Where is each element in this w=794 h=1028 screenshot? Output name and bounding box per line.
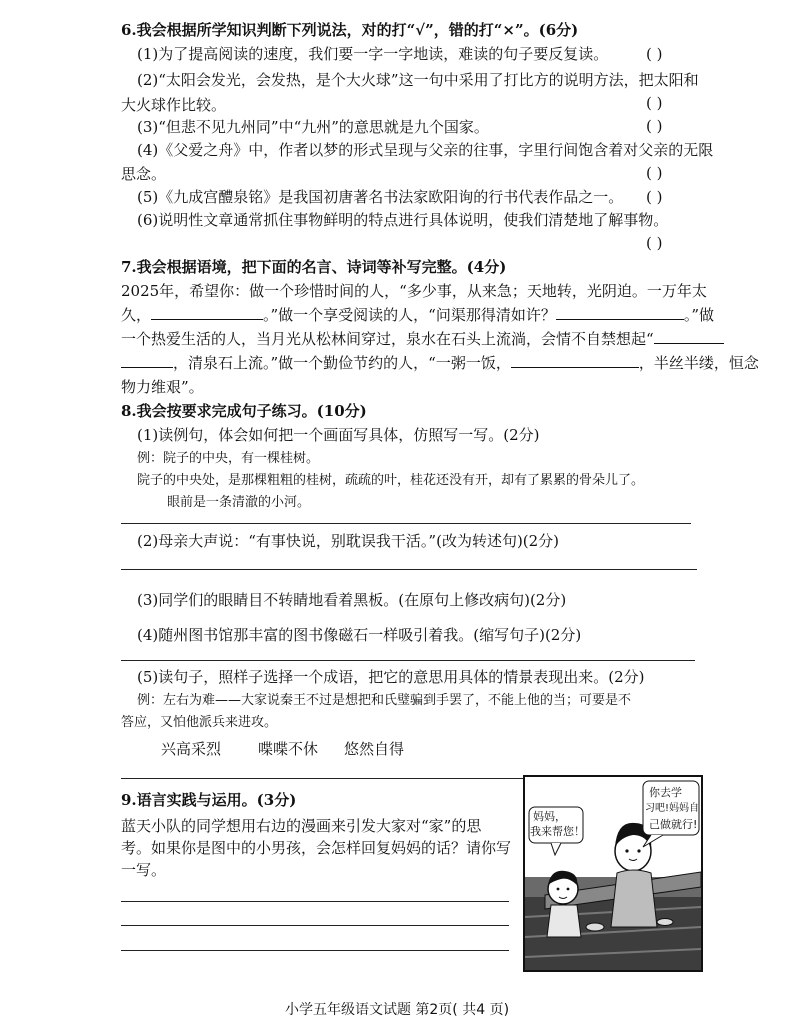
q9-answer-line-3[interactable] [121, 950, 509, 951]
q7-line-1: 2025年，希望你：做一个珍惜时间的人，“多少事，从来急；天地转，光阴迫。一万年太 [121, 282, 707, 300]
q7-blank-1[interactable] [151, 305, 263, 320]
q9-title: 9.语言实践与运用。(3分) [121, 791, 297, 809]
comic-mom-line-2: 习吧!妈妈自 [645, 803, 700, 814]
q7-line-2-a: 久， [121, 306, 152, 324]
q6-answer-4[interactable]: ( ) [646, 164, 663, 182]
q8-sub-1-example-2: 院子的中央处，是那棵粗粗的桂树，疏疏的叶，桂花还没有开，却有了累累的骨朵儿了。 [137, 473, 645, 488]
q8-sub-1-example-1: 例：院子的中央，有一棵桂树。 [137, 451, 320, 466]
q8-sub-1-prompt: 眼前是一条清澈的小河。 [167, 495, 311, 510]
q6-item-6: (6)说明性文章通常抓住事物鲜明的特点进行具体说明，使我们清楚地了解事物。 [137, 211, 669, 229]
q6-item-1: (1)为了提高阅读的速度，我们要一字一字地读，难读的句子要反复读。 [137, 45, 609, 63]
q7-line-2-b: 。”做一个享受阅读的人，“问渠那得清如许？ [263, 306, 556, 324]
q6-answer-3[interactable]: ( ) [646, 117, 663, 135]
comic-illustration [523, 775, 703, 972]
q8-answer-line-4[interactable] [121, 660, 695, 661]
q6-item-2-cont: 大火球作比较。 [121, 96, 227, 114]
q8-sub-1: (1)读例句，体会如何把一个画面写具体，仿照写一写。(2分) [137, 426, 540, 444]
q7-blank-3b[interactable] [121, 353, 173, 368]
q6-answer-2[interactable]: ( ) [646, 94, 663, 112]
q6-item-3: (3)“但悲不见九州同”中“九州”的意思就是九个国家。 [137, 118, 489, 136]
q8-sub-4: (4)随州图书馆那丰富的图书像磁石一样吸引着我。(缩写句子)(2分) [137, 626, 582, 644]
q9-line-1: 蓝天小队的同学想用右边的漫画来引发大家对“家”的思 [121, 817, 482, 835]
comic-mom-line-3: 己做就行! [649, 818, 698, 831]
q7-line-3 [121, 329, 724, 349]
q8-sub-2: (2)母亲大声说：“有事快说，别耽误我干活。”(改为转述句)(2分) [137, 532, 560, 550]
q6-answer-6[interactable]: ( ) [646, 234, 663, 252]
q7-line-2-c: 。”做 [683, 306, 715, 324]
page-footer: 小学五年级语文试题 第2页( 共4 页) [284, 1002, 510, 1018]
q9-answer-line-2[interactable] [121, 925, 509, 926]
comic-boy-line-2: 我来帮您！ [530, 825, 585, 838]
q8-sub-5-example-2: 答应，又怕他派兵来进攻。 [121, 715, 278, 730]
q6-item-4-cont: 思念。 [121, 165, 167, 183]
q8-sub-5-example-1: 例：左右为难——大家说秦王不过是想把和氏璧骗到手罢了，不能上他的当；可要是不 [137, 693, 632, 708]
q6-answer-1[interactable]: ( ) [646, 45, 663, 63]
q9-line-2: 考。如果你是图中的小男孩，会怎样回复妈妈的话？请你写 [121, 839, 512, 857]
q9-answer-line-1[interactable] [121, 901, 509, 902]
q6-item-4: (4)《父爱之舟》中，作者以梦的形式呈现与父亲的往事，字里行间饱含着对父亲的无限 [137, 141, 714, 159]
q8-idiom-3: 悠然自得 [344, 740, 405, 758]
q8-idiom-2: 喋喋不休 [258, 740, 319, 758]
q7-blank-3a[interactable] [654, 329, 724, 344]
q7-line-4 [121, 353, 759, 373]
q7-blank-2[interactable] [556, 305, 684, 320]
q7-line-4-a: ，清泉石上流。”做一个勤俭节约的人，“一粥一饭， [173, 354, 511, 372]
q8-sub-5: (5)读句子，照样子选择一个成语，把它的意思用具体的情景表现出来。(2分) [137, 668, 645, 686]
q8-title: 8.我会按要求完成句子练习。(10分) [121, 402, 367, 420]
comic-mom-line-1: 你去学 [649, 786, 682, 799]
q8-answer-line-1[interactable] [121, 523, 691, 524]
q8-sub-3: (3)同学们的眼睛目不转睛地看着黑板。(在原句上修改病句)(2分) [137, 591, 567, 609]
q6-item-2: (2)“太阳会发光，会发热，是个大火球”这一句中采用了打比方的说明方法，把太阳和 [137, 71, 699, 89]
q6-item-5: (5)《九成宫醴泉铭》是我国初唐著名书法家欧阳询的行书代表作品之一。 [137, 188, 624, 206]
comic-boy-line-1: 妈妈， [533, 810, 566, 823]
q7-line-5: 物力维艰”。 [121, 378, 204, 396]
q9-line-3: 一写。 [121, 861, 167, 879]
q6-answer-5[interactable]: ( ) [646, 188, 663, 206]
q7-line-3-a: 一个热爱生活的人，当月光从松林间穿过，泉水在石头上流淌，会情不自禁想起“ [121, 330, 654, 348]
q6-title: 6.我会根据所学知识判断下列说法，对的打“√”，错的打“×”。(6分) [121, 21, 579, 39]
q8-answer-line-2[interactable] [121, 569, 697, 570]
q7-blank-4[interactable] [511, 353, 639, 368]
q8-idiom-1: 兴高采烈 [161, 740, 222, 758]
q7-line-4-b: ，半丝半缕，恒念 [638, 354, 759, 372]
q7-line-2 [121, 305, 714, 325]
q7-title: 7.我会根据语境，把下面的名言、诗词等补写完整。(4分) [121, 258, 507, 276]
